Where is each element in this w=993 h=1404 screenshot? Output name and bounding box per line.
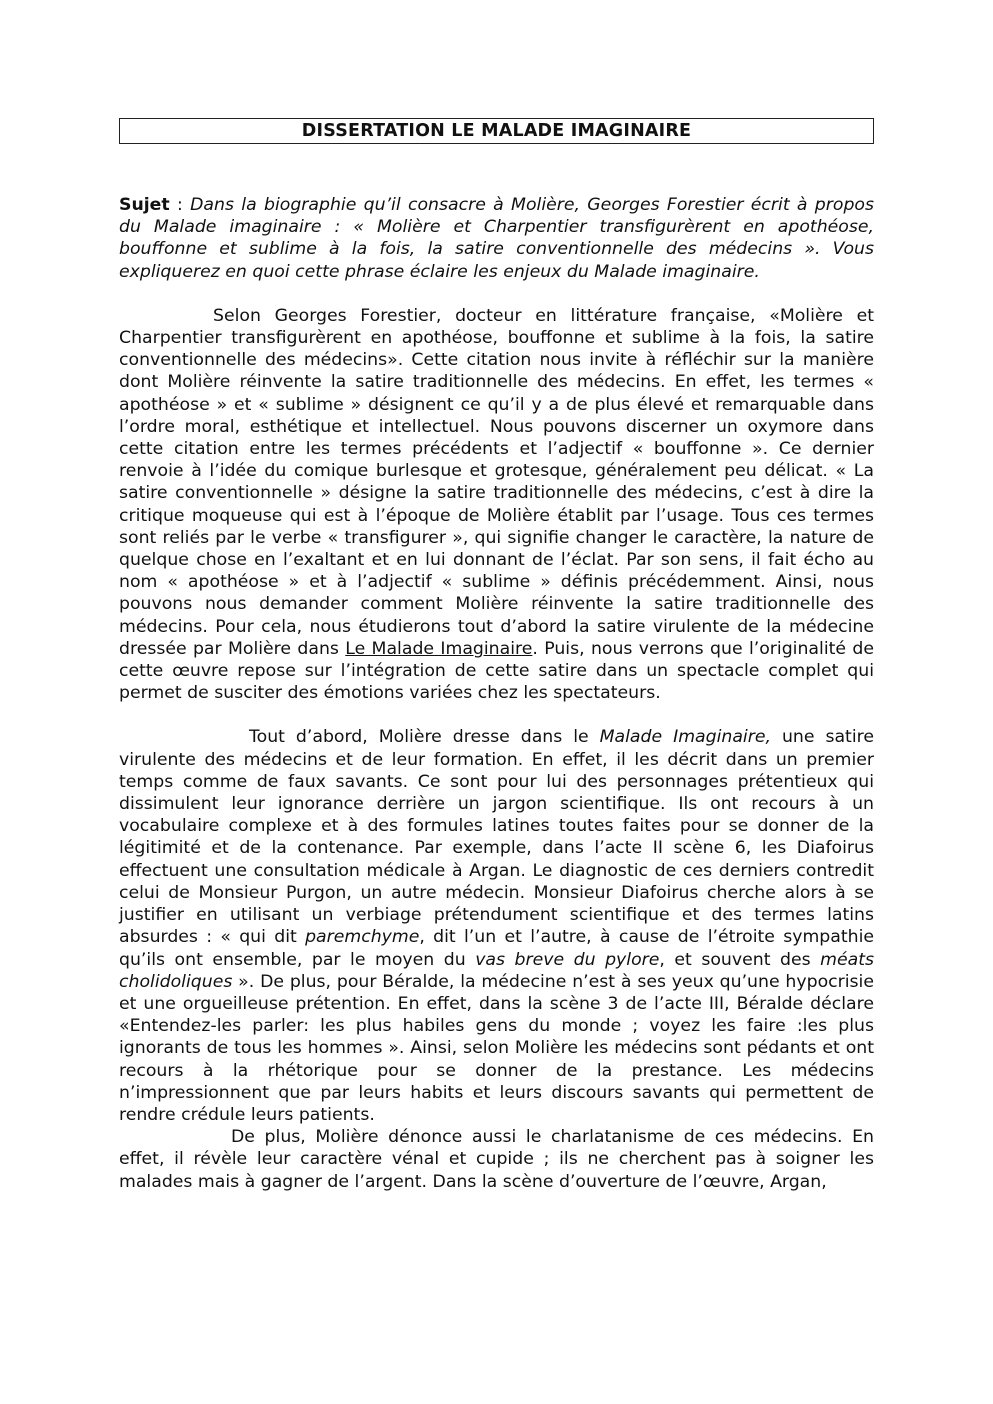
document-title: DISSERTATION LE MALADE IMAGINAIRE <box>119 118 874 144</box>
s1-text-a: Tout d’abord, Molière dresse dans le <box>249 727 600 748</box>
section1-paragraph <box>119 726 874 1126</box>
s1-text-b: une satire virulente des médecins et de leur formation. En effet, il les décrit dans un premier temps comme de faux savants. Ce sont pour lui des personnages prétentieux qui dissimulent leur ignorance derrière un jargon scientifique. Ils ont recours à un vocabulaire complexe et à des formules latines toutes faites pour se donner de la légitimité et de la contenance. Par exemple, dans l’acte II scène 6, les Diafoirus effectuent une consultation médicale à Argan. Le diagnostic de ces derniers contredit celui de Monsieur Purgon, un autre médecin. Monsieur Diafoirus cherche alors à se justifier en utilisant un verbiage prétendument scientifique et des termes latins absurdes : « qui dit <box>119 727 874 948</box>
introduction-paragraph <box>119 305 874 705</box>
intro-text-1: Selon Georges Forestier, docteur en littérature française, «Molière et Charpentier transfigurèrent en apothéose, bouffonne et sublime à la fois, la satire conventionnelle des médecins». Cette citation nous invite à réfléchir sur la manière dont Molière réinvente la satire traditionnelle des médecins. En effet, les termes « apothéose » et « sublime » désignent ce qu’il y a de plus élevé et remarquable dans l’ordre moral, esthétique et intellectuel. Nous pouvons discerner un oxymore dans cette citation entre les termes précédents et l’adjectif « bouffonne ». Ce dernier renvoie à l’idée du comique burlesque et grotesque, généralement peu délicat. « La satire conventionnelle » désigne la satire traditionnelle des médecins, c’est à dire la critique moqueuse qui est à l’époque de Molière établit par l’usage. Tous ces termes sont reliés par le verbe « transfigurer », qui signifie changer le caractère, la nature de quelque chose en l’exaltant et en lui donnant de l’éclat. Par son sens, il fait écho au nom « apothéose » et à l’adjectif « sublime » définis précédemment. Ainsi, nous pouvons nous demander comment Molière réinvente la satire traditionnelle des médecins. Pour cela, nous étudierons tout d’abord la satire virulente de la médecine dressée par Molière dans <box>119 305 874 659</box>
subject-label: Sujet <box>119 195 170 215</box>
section2-paragraph: De plus, Molière dénonce aussi le charlatanisme de ces médecins. En effet, il révèle leur caractère vénal et cupide ; ils ne cherchent pas à soigner les malades mais à gagner de l’argent. Dans la scène d’ouverture de l’œuvre, Argan, <box>119 1127 874 1192</box>
s1-text-e: ». De plus, pour Béralde, la médecine n’est à ses yeux qu’une hypocrisie et une orgueilleuse prétention. En effet, dans la scène 3 de l’acte III, Béralde déclare «Entendez-les parler: les plus habiles gens du monde ; voyez les faire :les plus ignorants de tous les hommes ». Ainsi, selon Molière les médecins sont pédants et ont recours à la rhétorique pour se donner de la prestance. Les médecins n’impressionnent que par leurs habits et leurs discours savants qui permettent de rendre crédule leurs patients. <box>119 971 874 1125</box>
s1-term-1: paremchyme <box>305 927 420 948</box>
s1-term-3: méats cholidoliques <box>119 949 874 992</box>
work-title-underlined: Le Malade Imaginaire <box>345 638 533 659</box>
s1-work-title: Malade Imaginaire, <box>599 727 771 748</box>
s1-term-2: vas breve du pylore <box>475 949 660 970</box>
subject-text: Dans la biographie qu’il consacre à Molière, Georges Forestier écrit à propos du Malade imaginaire : « Molière et Charpentier transfigurèrent en apothéose, bouffonne et sublime à la fois, la satire conventionnelle des médecins ». Vous expliquerez en quoi cette phrase éclaire les enjeux du Malade imaginaire. <box>119 195 875 282</box>
intro-text-2: . Puis, nous verrons que l’originalité de cette œuvre repose sur l’intégration de cette satire dans un spectacle complet qui permet de susciter des émotions variées chez les spectateurs. <box>119 638 874 704</box>
s1-text-d: , et souvent des <box>659 949 821 970</box>
subject-separator: : <box>169 195 191 215</box>
subject-paragraph <box>119 194 874 283</box>
s1-text-c: , dit l’un et l’autre, à cause de l’étroite sympathie qu’ils ont ensemble, par le moyen du <box>119 927 874 970</box>
document-page <box>119 118 874 1193</box>
